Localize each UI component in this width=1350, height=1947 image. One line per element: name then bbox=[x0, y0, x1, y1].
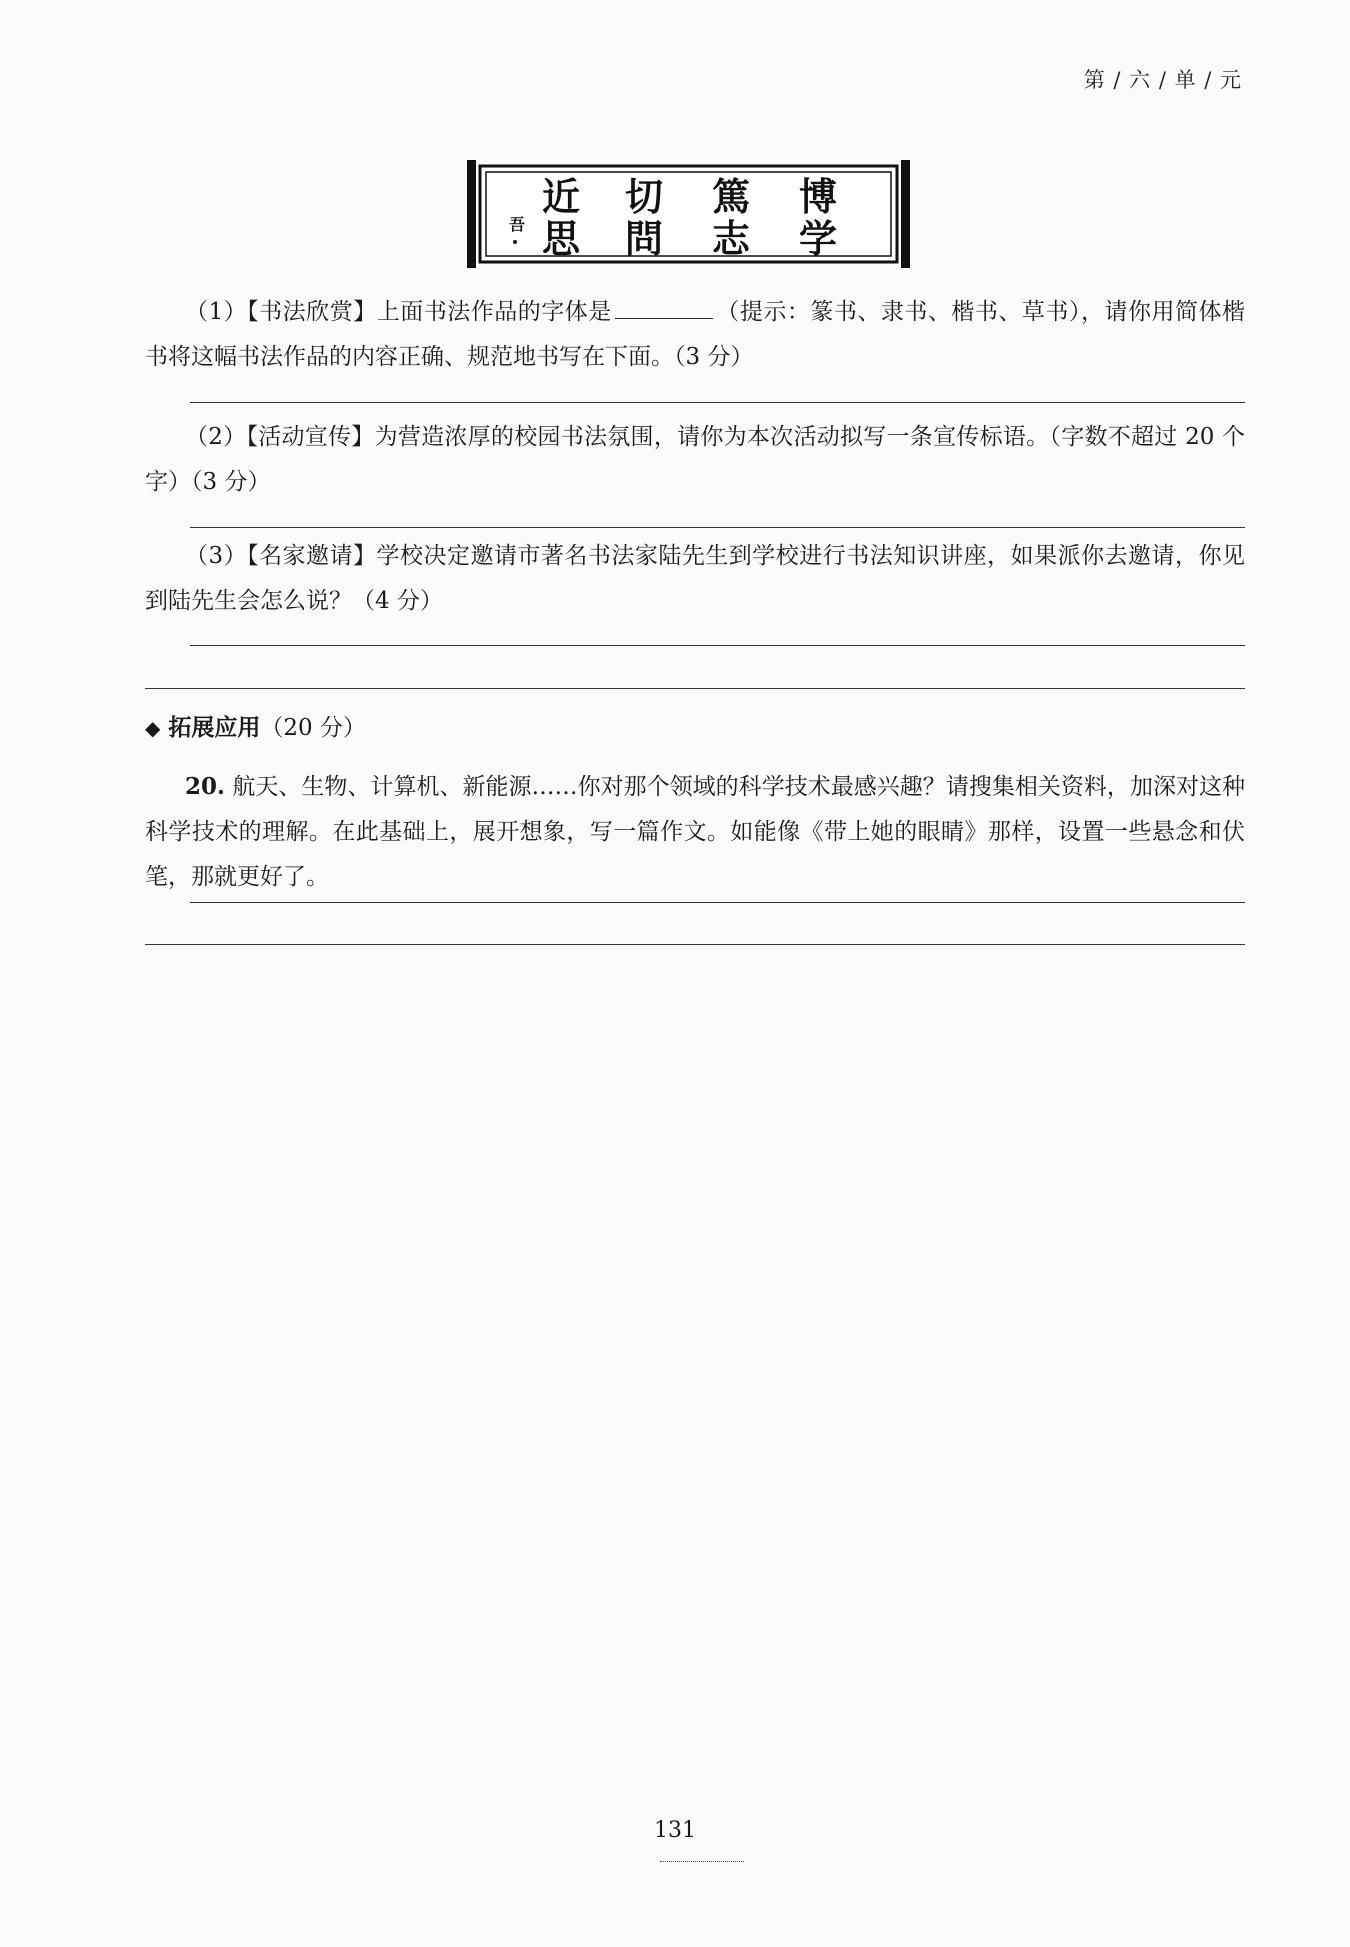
unit-header: 第 / 六 / 单 / 元 bbox=[1083, 68, 1242, 92]
question-2: （2）【活动宣传】为营造浓厚的校园书法氛围，请你为本次活动拟写一条宣传标语。（字数不超过 20 个字）（3 分） bbox=[145, 424, 1245, 495]
page-number: 131 bbox=[654, 1818, 696, 1843]
scroll-right-roller bbox=[901, 160, 910, 268]
answer-line-q20-2[interactable] bbox=[145, 944, 1245, 945]
question-20-number: 20. bbox=[185, 773, 226, 800]
section-title: 拓展应用 bbox=[168, 715, 261, 741]
section-diamond-icon: ◆ bbox=[145, 716, 161, 740]
question-20 bbox=[145, 764, 1245, 900]
answer-line-q3-2[interactable] bbox=[145, 688, 1245, 689]
calligraphy-scroll bbox=[467, 160, 910, 268]
answer-line-q3-1[interactable] bbox=[190, 645, 1245, 646]
section-score: （20 分） bbox=[260, 715, 366, 741]
calligraphy-char-7: 志 bbox=[712, 216, 751, 261]
scroll-left-roller bbox=[467, 160, 476, 268]
calligraphy-char-6: 問 bbox=[625, 216, 664, 261]
calligraphy-char-4: 博 bbox=[799, 174, 838, 219]
question-20-text: 航天、生物、计算机、新能源……你对那个领域的科学技术最感兴趣？请搜集相关资料，加深对这种科学技术的理解。在此基础上，展开想象，写一篇作文。如能像《带上她的眼睛》那样，设置一些悬念和伏笔，那就更好了。 bbox=[145, 774, 1245, 890]
question-1 bbox=[145, 290, 1245, 380]
calligraphy-artwork bbox=[467, 160, 910, 268]
answer-blank-font-style[interactable] bbox=[615, 294, 713, 319]
calligraphy-char-1: 近 bbox=[542, 174, 581, 219]
calligraphy-char-2: 切 bbox=[625, 174, 664, 219]
question-1-prefix: （1）【书法欣赏】上面书法作品的字体是 bbox=[185, 299, 612, 325]
calligraphy-char-8: 学 bbox=[799, 216, 838, 261]
question-1-suffix: （提示：篆书、隶书、楷书、草书），请你用简体楷书将这幅书法作品的内容正确、规范地书写在下面。（3 分） bbox=[145, 299, 1245, 370]
page-number-rule bbox=[660, 1861, 744, 1862]
answer-line-q2[interactable] bbox=[190, 527, 1245, 528]
section-heading bbox=[145, 708, 366, 748]
answer-line-q20-1[interactable] bbox=[190, 902, 1245, 903]
question-3: （3）【名家邀请】学校决定邀请市著名书法家陆先生到学校进行书法知识讲座，如果派你去邀请，你见到陆先生会怎么说？（4 分） bbox=[145, 543, 1245, 614]
calligraphy-seal: 吾 bbox=[509, 215, 526, 234]
seal-dot bbox=[513, 240, 517, 244]
calligraphy-char-3: 篤 bbox=[712, 174, 751, 219]
calligraphy-char-5: 思 bbox=[542, 216, 581, 261]
answer-line-q1[interactable] bbox=[190, 402, 1245, 403]
